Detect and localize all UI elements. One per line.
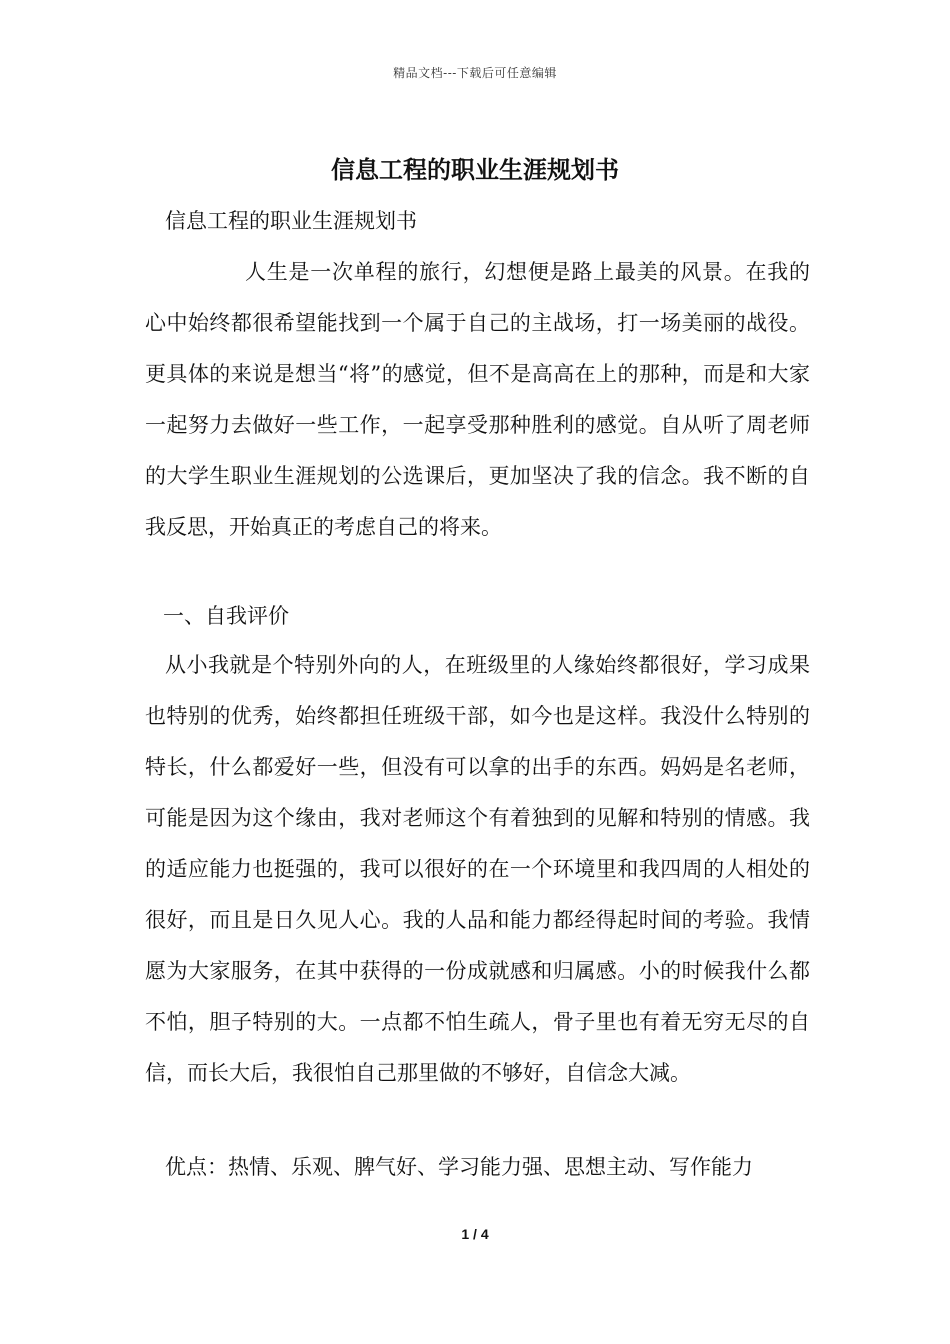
section-heading-self-evaluation: 一、自我评价 [163,604,289,628]
page-number: 1 / 4 [461,1226,489,1242]
strengths-paragraph: 优点：热情、乐观、脾气好、学习能力强、思想主动、写作能力 [165,1155,753,1179]
document-title: 信息工程的职业生涯规划书 [331,155,619,184]
header-note: 精品文档---下载后可任意编辑 [393,66,557,80]
self-evaluation-paragraph: 从小我就是个特别外向的人，在班级里的人缘始终都很好，学习成果也特别的优秀，始终都担任班级干部，如今也是这样。我没什么特别的特长，什么都爱好一些，但没有可以拿的出手的东西。妈妈是名老师，可能是因为这个缘由，我对老师这个有着独到的见解和特别的情感。我的适应能力也挺强的，我可以很好的在一个环境里和我四周的人相处的很好，而且是日久见人心。我的人品和能力都经得起时间的考验。我情愿为大家服务，在其中获得的一份成就感和归属感。小的时候我什么都不怕，胆子特别的大。一点都不怕生疏人，骨子里也有着无穷无尽的自信，而长大后，我很怕自己那里做的不够好，自信念大减。 [145,653,810,1085]
document-subtitle: 信息工程的职业生涯规划书 [165,209,417,233]
intro-paragraph: 人生是一次单程的旅行，幻想便是路上最美的风景。在我的心中始终都很希望能找到一个属于自己的主战场，打一场美丽的战役。更具体的来说是想当“将”的感觉，但不是高高在上的那种，而是和大家一起努力去做好一些工作，一起享受那种胜利的感觉。自从听了周老师的大学生职业生涯规划的公选课后，更加坚决了我的信念。我不断的自我反思，开始真正的考虑自己的将来。 [145,260,810,539]
